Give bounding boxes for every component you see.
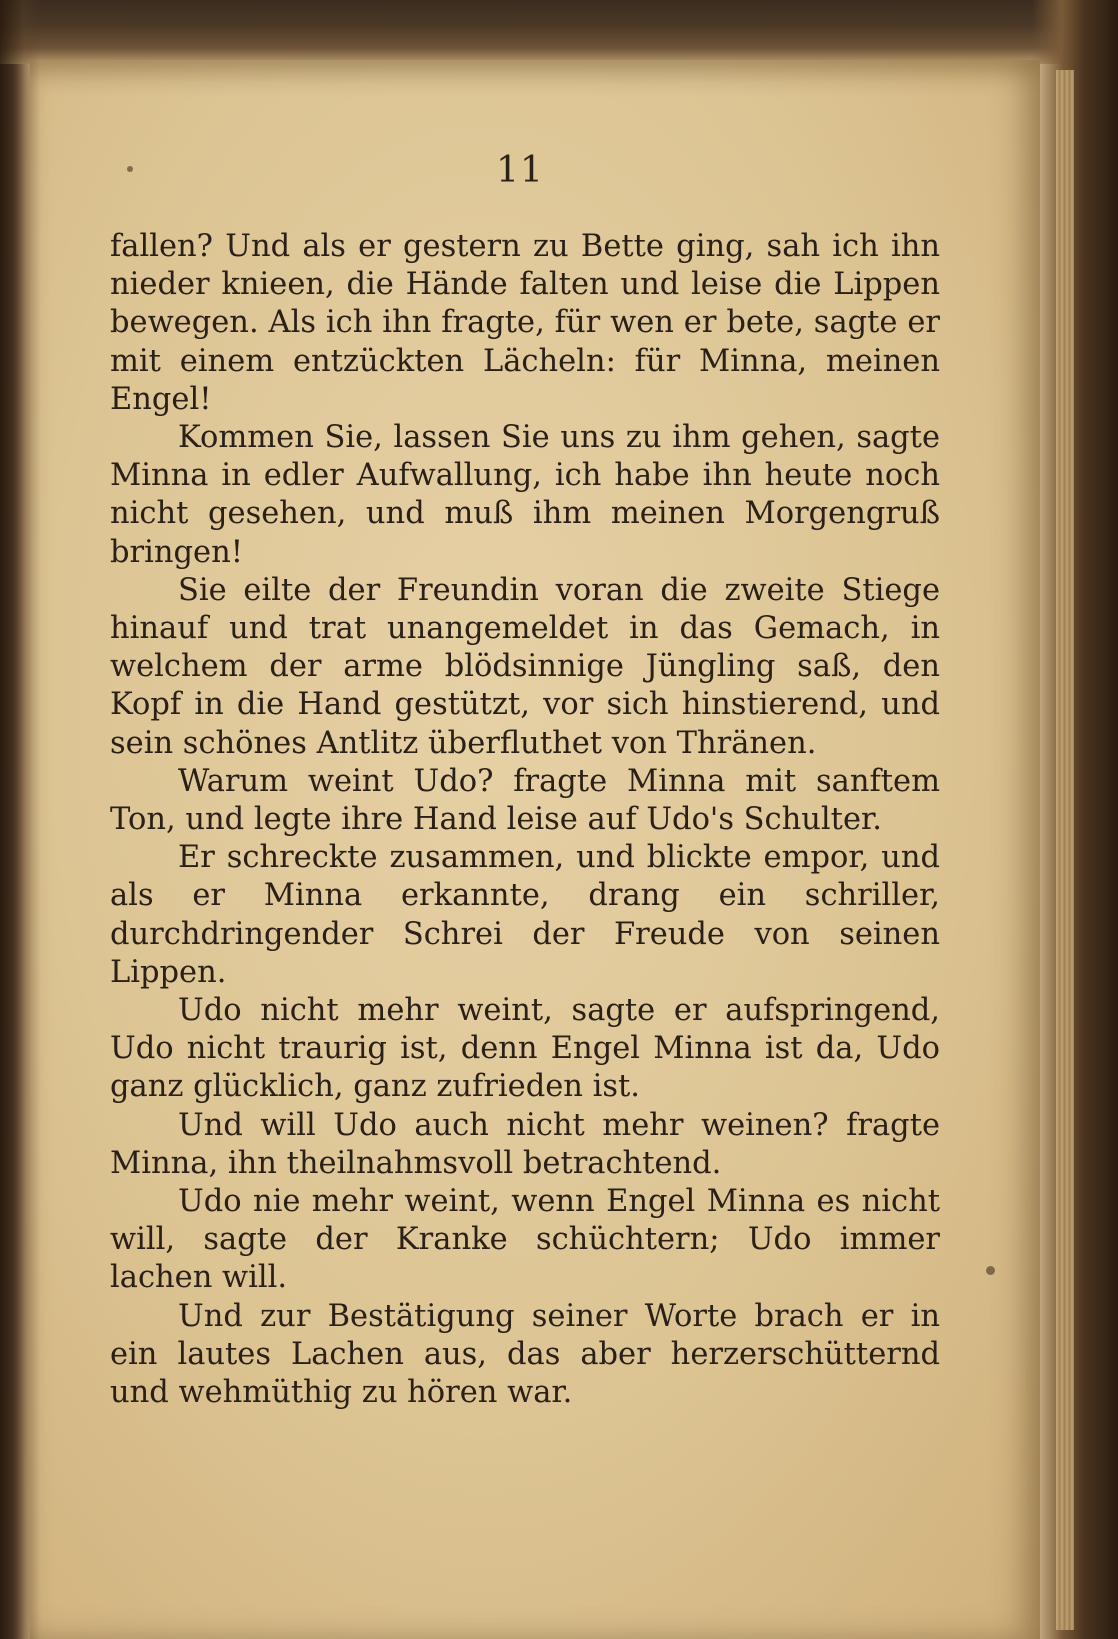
paragraph: Kommen Sie, lassen Sie uns zu ihm gehen, sagte Minna in edler Aufwallung, ich habe ihn heute noch nicht gesehen, und muß ihm meinen Morgengruß bringen! <box>110 420 940 570</box>
paragraph: Udo nicht mehr weint, sagte er aufspringend, Udo nicht traurig ist, denn Engel Minna ist da, Udo ganz glücklich, ganz zufrieden ist. <box>110 993 940 1105</box>
paragraph: Und will Udo auch nicht mehr weinen? fragte Minna, ihn theilnahmsvoll betrachtend. <box>110 1107 940 1181</box>
body-text <box>110 228 940 1412</box>
paragraph: Er schreckte zusammen, und blickte empor, und als er Minna erkannte, drang ein schriller, durchdringender Schrei der Freude von seinen Lippen. <box>110 840 940 990</box>
paragraph: Udo nie mehr weint, wenn Engel Minna es nicht will, sagte der Kranke schüchtern; Udo immer lachen will. <box>110 1184 940 1296</box>
print-speck <box>127 166 133 172</box>
paragraph: fallen? Und als er gestern zu Bette ging, sah ich ihn nieder knieen, die Hände falten und leise die Lippen bewegen. Als ich ihn fragte, für wen er bete, sagte er mit einem entzückten Lächeln: für Minna, meinen Engel! <box>110 229 940 417</box>
paragraph: Und zur Bestätigung seiner Worte brach er in ein lautes Lachen aus, das aber herzerschütternd und wehmüthig zu hören war. <box>110 1298 940 1411</box>
page-stack-edges <box>1056 70 1074 1630</box>
print-speck <box>986 1266 995 1275</box>
paragraph: Sie eilte der Freundin voran die zweite Stiege hinauf und trat unangemeldet in das Gemach, in welchem der arme blödsinnige Jüngling saß, den Kopf in die Hand gestützt, vor sich hinstierend, und sein schönes Antlitz überfluthet von Thränen. <box>110 572 940 761</box>
paragraph: Warum weint Udo? fragte Minna mit sanftem Ton, und legte ihre Hand leise auf Udo's Schulter. <box>110 763 940 838</box>
page-number: 11 <box>496 150 544 191</box>
book-cover-right-edge <box>1032 0 1118 1639</box>
book-cover-top-edge <box>0 0 1118 64</box>
spine-shadow <box>0 0 40 1639</box>
